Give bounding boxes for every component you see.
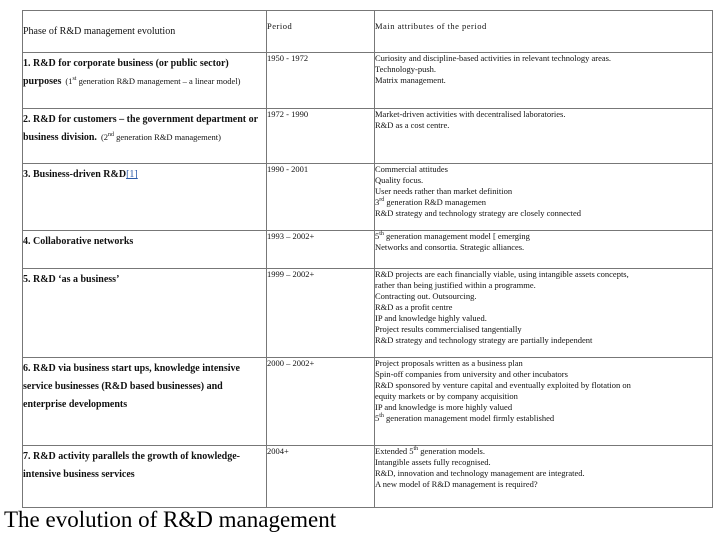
attribute-line: 3rd generation R&D managemen [375, 197, 486, 207]
phase-title: 2. R&D for customers – the government department or business division. [23, 114, 258, 143]
table-row [23, 164, 713, 231]
table-row [23, 269, 713, 358]
period-cell: 1990 - 2001 [267, 164, 375, 231]
attribute-line: R&D strategy and technology strategy are closely connected [375, 208, 582, 218]
attribute-line: 5th generation management model [ emerging [375, 231, 530, 241]
phase-title: 7. R&D activity parallels the growth of knowledge-intensive business services [23, 451, 241, 480]
attributes-cell [375, 269, 713, 358]
period-cell: 2000 – 2002+ [267, 358, 375, 446]
phase-cell [23, 269, 267, 358]
rd-evolution-table [22, 10, 713, 508]
attribute-line: Project results commercialised tangentially [375, 324, 522, 334]
attribute-line: rather than being justified within a programme. [375, 280, 536, 290]
attribute-line: IP and knowledge is more highly valued [375, 402, 513, 412]
attribute-line: User needs rather than market definition [375, 186, 513, 196]
header-attributes: Main attributes of the period [375, 11, 713, 53]
table-row [23, 358, 713, 446]
attribute-line: R&D, innovation and technology management are integrated. [375, 468, 585, 478]
attribute-line: R&D sponsored by venture capital and eventually exploited by flotation on [375, 380, 631, 390]
attribute-line: A new model of R&D management is required? [375, 479, 538, 489]
attribute-line: Extended 5th generation models. [375, 446, 485, 456]
attribute-line: R&D as a profit centre [375, 302, 453, 312]
table-row [23, 109, 713, 164]
phase-note: (2nd generation R&D management) [100, 132, 221, 142]
attributes-cell [375, 164, 713, 231]
phase-cell [23, 358, 267, 446]
attribute-line: Intangible assets fully recognised. [375, 457, 491, 467]
header-period: Period [267, 11, 375, 53]
attribute-line: Market-driven activities with decentralised laboratories. [375, 109, 566, 119]
attribute-line: Spin-off companies from university and other incubators [375, 369, 568, 379]
table-row [23, 53, 713, 109]
attributes-cell [375, 109, 713, 164]
attribute-line: R&D projects are each financially viable, using intangible assets concepts, [375, 269, 629, 279]
attribute-line: Commercial attitudes [375, 164, 448, 174]
attribute-line: Project proposals written as a business plan [375, 358, 523, 368]
phase-cell [23, 446, 267, 508]
attribute-line: 5th generation management model firmly established [375, 413, 555, 423]
attributes-cell [375, 446, 713, 508]
attribute-line: Matrix management. [375, 75, 446, 85]
phase-title: 4. Collaborative networks [23, 236, 134, 247]
phase-title: 3. Business-driven R&D [23, 169, 127, 180]
phase-cell [23, 53, 267, 109]
attribute-line: Technology-push. [375, 64, 437, 74]
phase-cell [23, 231, 267, 269]
attribute-line: Quality focus. [375, 175, 424, 185]
phase-cell [23, 164, 267, 231]
slide-caption: The evolution of R&D management [4, 507, 337, 532]
period-cell: 1993 – 2002+ [267, 231, 375, 269]
reference-link[interactable]: [1] [126, 169, 138, 180]
period-cell: 2004+ [267, 446, 375, 508]
attribute-line: Contracting out. Outsourcing. [375, 291, 477, 301]
header-phase: Phase of R&D management evolution [23, 11, 267, 53]
period-cell: 1950 - 1972 [267, 53, 375, 109]
attributes-cell [375, 53, 713, 109]
attribute-line: equity markets or by company acquisition [375, 391, 518, 401]
phase-title: 6. R&D via business start ups, knowledge intensive service businesses (R&D based businesses) and enterprise developments [23, 363, 240, 410]
phase-title: 1. R&D for corporate business (or public sector) purposes [23, 58, 229, 87]
phase-title: 5. R&D ‘as a business’ [23, 274, 120, 285]
phase-note: (1st generation R&D management – a linear model) [65, 76, 241, 86]
period-cell: 1999 – 2002+ [267, 269, 375, 358]
table-header-row [23, 11, 713, 53]
attributes-cell [375, 358, 713, 446]
table-row [23, 231, 713, 269]
phase-cell [23, 109, 267, 164]
attribute-line: R&D as a cost centre. [375, 120, 450, 130]
attribute-line: Curiosity and discipline-based activities in relevant technology areas. [375, 53, 612, 63]
table-row [23, 446, 713, 508]
attribute-line: IP and knowledge highly valued. [375, 313, 487, 323]
attribute-line: R&D strategy and technology strategy are partially independent [375, 335, 593, 345]
period-cell: 1972 - 1990 [267, 109, 375, 164]
attributes-cell [375, 231, 713, 269]
attribute-line: Networks and consortia. Strategic alliances. [375, 242, 525, 252]
